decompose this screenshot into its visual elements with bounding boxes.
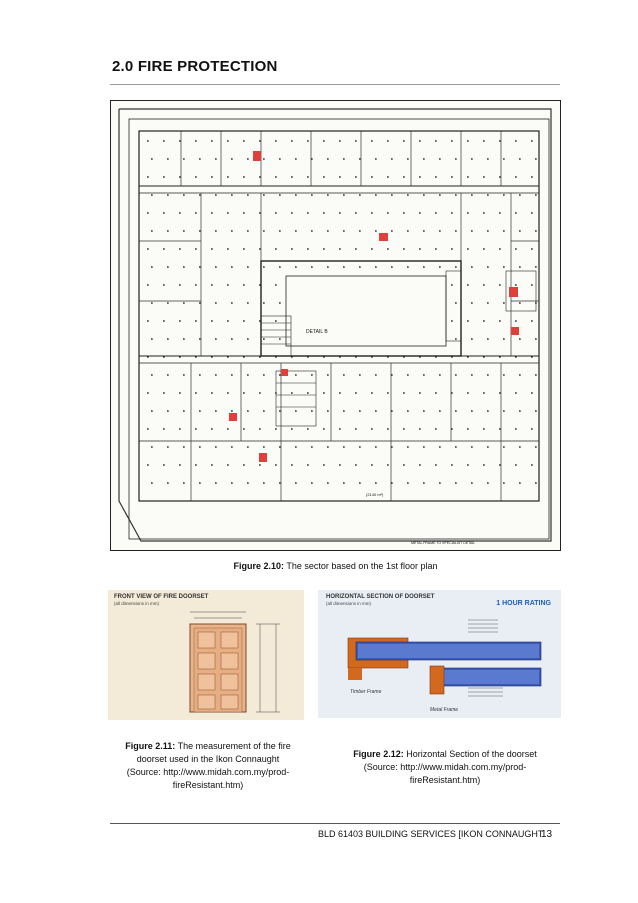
section-title: HORIZONTAL SECTION OF DOORSET <box>326 594 435 600</box>
floor-plan-figure <box>110 100 561 551</box>
footer-rule <box>110 823 560 824</box>
figure-2-12-line-1: Horizontal Section of the doorset <box>406 749 537 759</box>
figure-2-11-line-4: fireResistant.htm) <box>172 780 244 790</box>
figure-2-12-label: Figure 2.12: <box>353 749 404 759</box>
figure-2-11-caption <box>108 740 308 792</box>
figure-2-12-line-2: (Source: http://www.midah.com.my/prod- <box>363 762 527 772</box>
door-front-drawing <box>108 590 304 720</box>
figure-2-11-label: Figure 2.11: <box>125 741 176 751</box>
timber-frame-label: Timber Frame <box>350 689 382 695</box>
figure-2-11-line-3: (Source: http://www.midah.com.my/prod- <box>126 767 290 777</box>
doorset-front-title: FRONT VIEW OF FIRE DOORSET <box>114 594 209 600</box>
doorset-front-subtitle: (all dimensions in mm) <box>114 601 160 606</box>
plan-detail-label: DETAIL B <box>306 329 328 335</box>
floor-plan-drawing <box>111 101 560 550</box>
figure-2-10-label: Figure 2.10: <box>233 561 285 571</box>
footer-page-number: 13 <box>541 829 553 840</box>
metal-frame-label: Metal Frame <box>430 707 459 713</box>
plan-area-label: (2140 m²) <box>366 492 384 497</box>
figure-2-12-image <box>318 590 561 718</box>
section-drawing <box>318 590 561 718</box>
figure-2-10-caption <box>110 560 561 573</box>
figure-2-11-line-2: doorset used in the Ikon Connaught <box>136 754 280 764</box>
figure-2-10-text: The sector based on the 1st floor plan <box>286 561 438 571</box>
page-heading: 2.0 FIRE PROTECTION <box>112 58 278 75</box>
figure-2-12-caption <box>330 748 560 787</box>
figure-2-12-line-3: fireResistant.htm) <box>409 775 481 785</box>
figure-2-11-line-1: The measurement of the fire <box>177 741 291 751</box>
figure-2-11-image <box>108 590 304 720</box>
heading-rule <box>110 84 560 85</box>
section-subtitle: (all dimensions in mm) <box>326 601 372 606</box>
rating-label: 1 HOUR RATING <box>496 600 551 607</box>
plan-bottom-note: METAL FRAME TO SPECIALIST DETAIL <box>411 541 476 545</box>
footer-running-title: BLD 61403 BUILDING SERVICES [IKON CONNAUGHT <box>318 829 544 839</box>
